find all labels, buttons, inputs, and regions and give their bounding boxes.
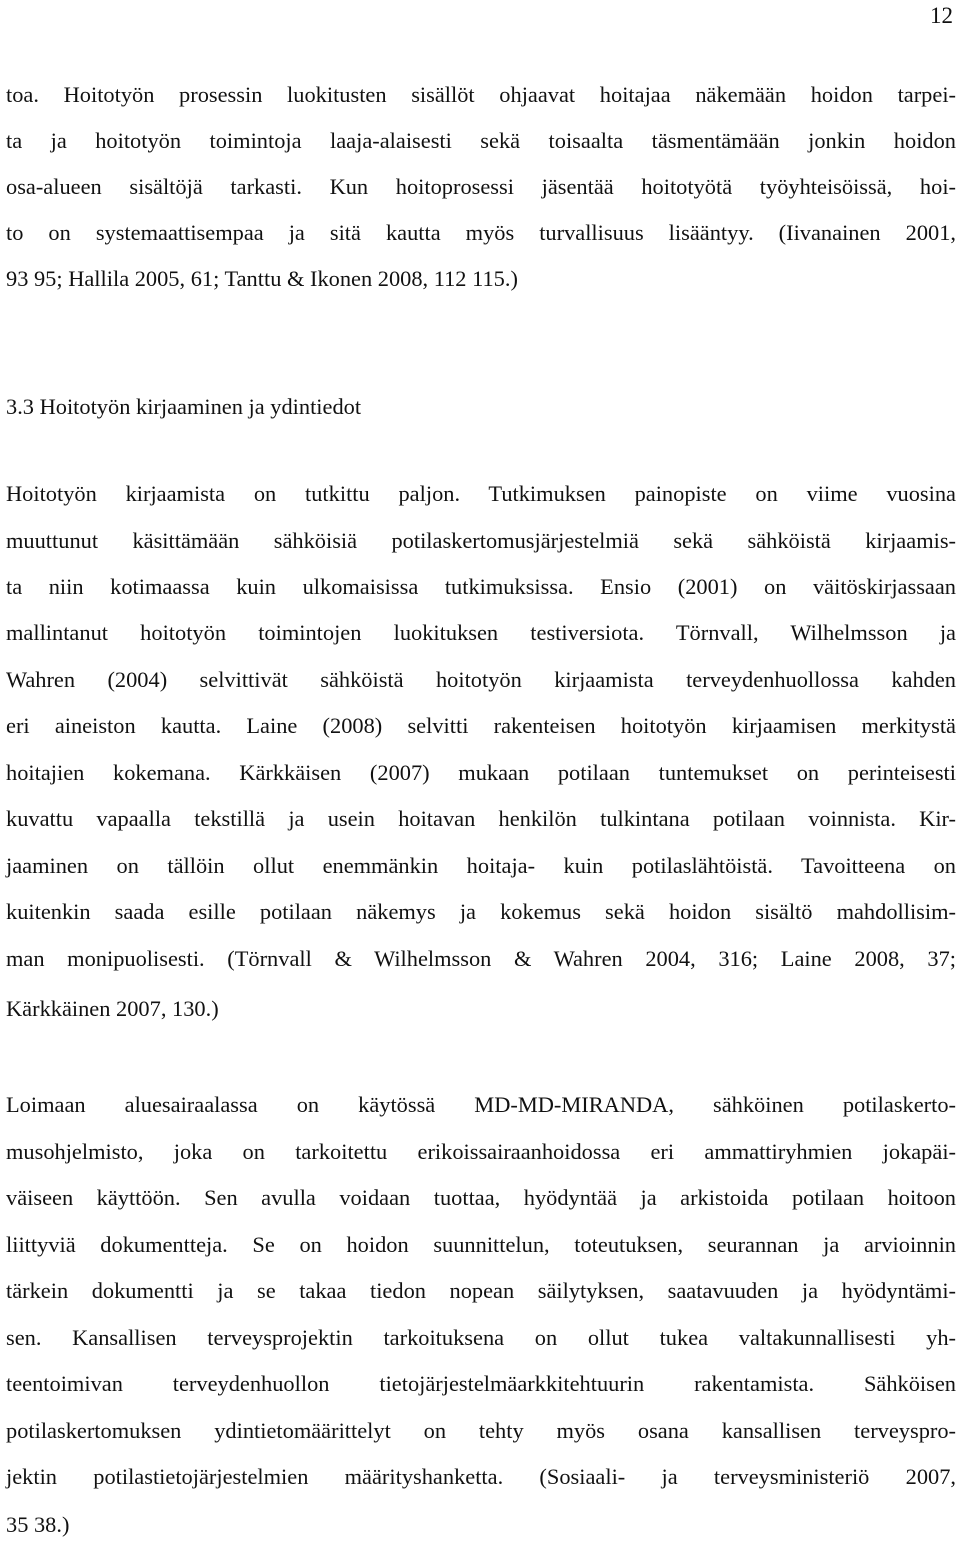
paragraph-3-line: sen. Kansallisen terveysprojektin tarkoituksena on ollut tukea valtakunnallisesti yh- [6, 1325, 956, 1350]
paragraph-1-line: to on systemaattisempaa ja sitä kautta myös turvallisuus lisääntyy. (Iivanainen 2001, [6, 220, 956, 245]
paragraph-3-line: jektin potilastietojärjestelmien määrityshanketta. (Sosiaali- ja terveysministeriö 2007, [6, 1464, 956, 1489]
paragraph-3-line: Loimaan aluesairaalassa on käytössä MD-MD-MIRANDA, sähköinen potilaskerto- [6, 1092, 956, 1117]
paragraph-2-line: man monipuolisesti. (Törnvall & Wilhelmsson & Wahren 2004, 316; Laine 2008, 37; [6, 946, 956, 971]
paragraph-2-line: jaaminen on tällöin ollut enemmänkin hoitaja- kuin potilaslähtöistä. Tavoitteena on [6, 853, 956, 878]
paragraph-1-line: 93 95; Hallila 2005, 61; Tanttu & Ikonen 2008, 112 115.) [6, 266, 518, 291]
paragraph-2-line: Hoitotyön kirjaamista on tutkittu paljon. Tutkimuksen painopiste on viime vuosina [6, 481, 956, 506]
paragraph-2-line: Wahren (2004) selvittivät sähköistä hoitotyön kirjaamista terveydenhuollossa kahden [6, 667, 956, 692]
page-number: 12 [930, 3, 953, 28]
paragraph-2-line: eri aineiston kautta. Laine (2008) selvitti rakenteisen hoitotyön kirjaamisen merkitystä [6, 713, 956, 738]
paragraph-2-line: kuvattu vapaalla tekstillä ja usein hoitavan henkilön tulkintana potilaan voinnista. Kir- [6, 806, 956, 831]
paragraph-3-line: tärkein dokumentti ja se takaa tiedon nopean säilytyksen, saatavuuden ja hyödyntämi- [6, 1278, 956, 1303]
paragraph-3-line: teentoimivan terveydenhuollon tietojärjestelmäarkkitehtuurin rakentamista. Sähköisen [6, 1371, 956, 1396]
paragraph-2-line: ta niin kotimaassa kuin ulkomaisissa tutkimuksissa. Ensio (2001) on väitöskirjassaan [6, 574, 956, 599]
paragraph-2-line: muuttunut käsittämään sähköisiä potilaskertomusjärjestelmiä sekä sähköistä kirjaamis- [6, 528, 956, 553]
paragraph-3-line: musohjelmisto, joka on tarkoitettu erikoissairaanhoidossa eri ammattiryhmien jokapäi- [6, 1139, 956, 1164]
paragraph-2-line: hoitajien kokemana. Kärkkäisen (2007) mukaan potilaan tuntemukset on perinteisesti [6, 760, 956, 785]
paragraph-3-line: 35 38.) [6, 1512, 70, 1537]
paragraph-2-line: mallintanut hoitotyön toimintojen luokituksen testiversiota. Törnvall, Wilhelmsson ja [6, 620, 956, 645]
paragraph-1-line: ta ja hoitotyön toimintoja laaja-alaisesti sekä toisaalta täsmentämään jonkin hoidon [6, 128, 956, 153]
paragraph-2-line: kuitenkin saada esille potilaan näkemys ja kokemus sekä hoidon sisältö mahdollisim- [6, 899, 956, 924]
paragraph-2-line: Kärkkäinen 2007, 130.) [6, 996, 219, 1021]
section-heading: 3.3 Hoitotyön kirjaaminen ja ydintiedot [6, 394, 362, 419]
paragraph-3-line: potilaskertomuksen ydintietomäärittelyt on tehty myös osana kansallisen terveyspro- [6, 1418, 956, 1443]
paragraph-3-line: väiseen käyttöön. Sen avulla voidaan tuottaa, hyödyntää ja arkistoida potilaan hoitoon [6, 1185, 956, 1210]
paragraph-3-line: liittyviä dokumentteja. Se on hoidon suunnittelun, toteutuksen, seurannan ja arvioinnin [6, 1232, 956, 1257]
paragraph-1-line: toa. Hoitotyön prosessin luokitusten sisällöt ohjaavat hoitajaa näkemään hoidon tarpei- [6, 82, 956, 107]
paragraph-1-line: osa-alueen sisältöjä tarkasti. Kun hoitoprosessi jäsentää hoitotyötä työyhteisöissä, hoi- [6, 174, 956, 199]
